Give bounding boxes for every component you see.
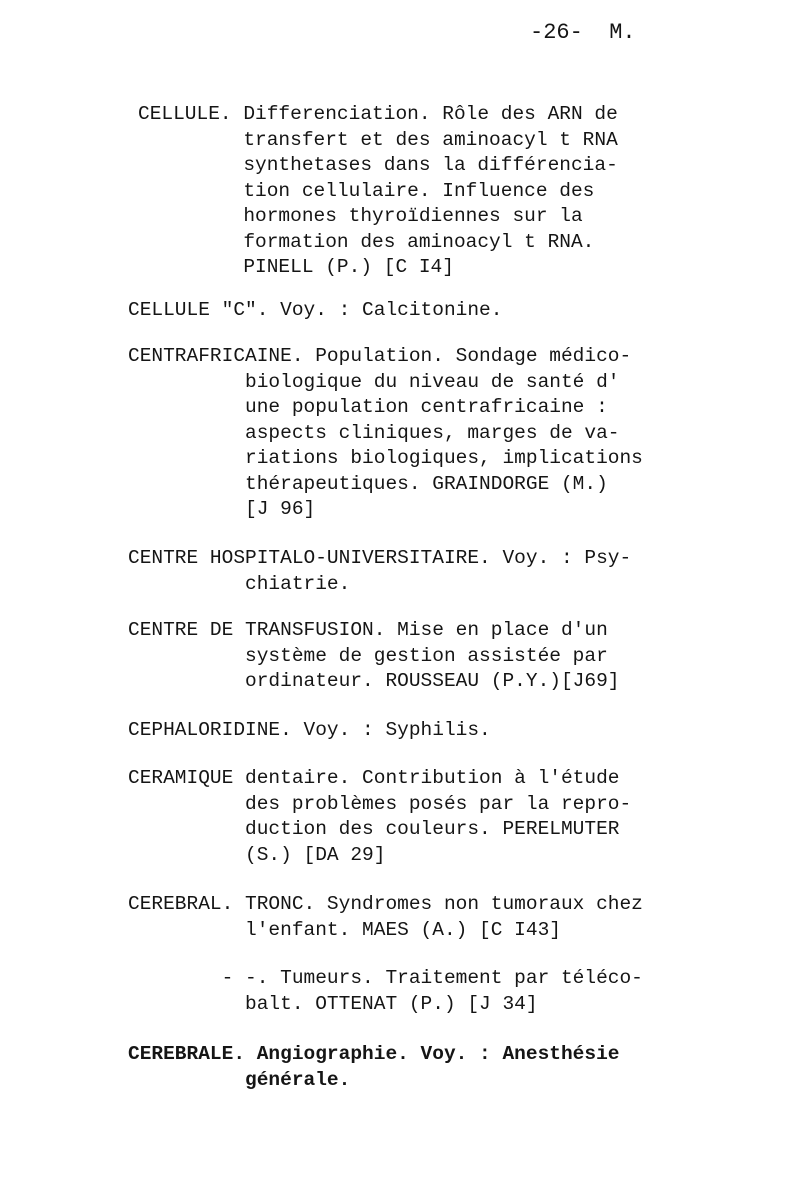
index-entry-centre-transfusion: CENTRE DE TRANSFUSION. Mise en place d'un système de gestion assistée par ordinateur. ROUSSEAU (P.Y.)[J69]: [128, 619, 620, 692]
index-entry-cephaloridine: CEPHALORIDINE. Voy. : Syphilis.: [128, 719, 491, 741]
index-entry-centre-hospitalo: CENTRE HOSPITALO-UNIVERSITAIRE. Voy. : Psy- chiatrie.: [128, 547, 632, 595]
index-entry-ceramique: CERAMIQUE dentaire. Contribution à l'étude des problèmes posés par la repro- duction des couleurs. PERELMUTER (S.) [DA 29]: [128, 767, 632, 866]
page-number: -26- M.: [530, 20, 636, 45]
index-entry-cerebral-tumeurs: - -. Tumeurs. Traitement par téléco- balt. OTTENAT (P.) [J 34]: [221, 967, 643, 1015]
index-entry-cerebrale: CEREBRALE. Angiographie. Voy. : Anesthésie générale.: [128, 1043, 620, 1091]
index-entry-cerebral-tronc: CEREBRAL. TRONC. Syndromes non tumoraux chez l'enfant. MAES (A.) [C I43]: [128, 893, 643, 941]
index-entry-cellule: CELLULE. Differenciation. Rôle des ARN de transfert et des aminoacyl t RNA synthetases dans la différencia- tion cellulaire. Influence des hormones thyroïdiennes sur la formation des aminoacyl t RNA. PINELL (P.) [C I4]: [138, 103, 618, 278]
index-entry-centrafricaine: CENTRAFRICAINE. Population. Sondage médico- biologique du niveau de santé d' une population centrafricaine : aspects cliniques, marges de va- riations biologiques, implications thérapeutiques. GRAINDORGE (M.) [J 96]: [128, 345, 643, 520]
index-entry-cellule-c: CELLULE "C". Voy. : Calcitonine.: [128, 299, 503, 321]
